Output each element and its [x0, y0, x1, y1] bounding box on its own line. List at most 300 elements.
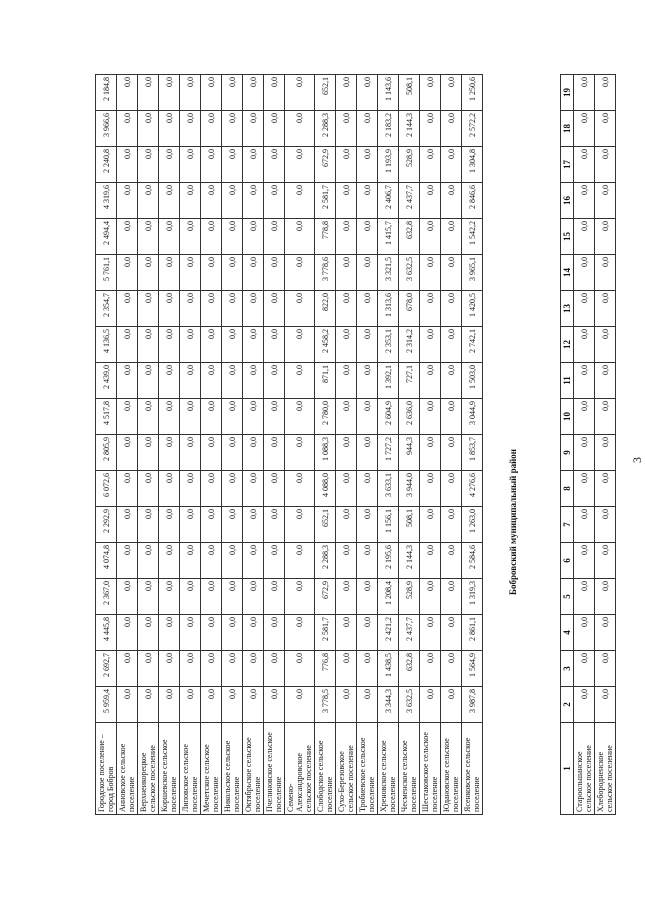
value-cell: 0,0: [336, 255, 357, 291]
header-row: [561, 75, 574, 815]
value-cell: 0,0: [180, 579, 201, 615]
value-cell: 0,0: [574, 75, 595, 111]
value-cell: 0,0: [159, 435, 180, 471]
value-cell: 0,0: [285, 543, 315, 579]
value-cell: 0,0: [222, 363, 243, 399]
value-cell: 0,0: [201, 687, 222, 723]
value-cell: 0,0: [117, 183, 138, 219]
value-cell: 0,0: [117, 219, 138, 255]
value-cell: 0,0: [357, 543, 378, 579]
value-cell: 2 437,7: [399, 183, 420, 219]
column-header: 10: [561, 399, 574, 435]
value-cell: 0,0: [222, 183, 243, 219]
value-cell: 1 263,0: [462, 507, 483, 543]
value-cell: 0,0: [264, 579, 285, 615]
value-cell: 2 861,1: [462, 615, 483, 651]
value-cell: 0,0: [420, 507, 441, 543]
value-cell: 0,0: [574, 651, 595, 687]
value-cell: 0,0: [159, 147, 180, 183]
value-cell: 0,0: [159, 255, 180, 291]
value-cell: 0,0: [222, 471, 243, 507]
value-cell: 0,0: [441, 183, 462, 219]
value-cell: 0,0: [180, 435, 201, 471]
value-cell: 0,0: [117, 111, 138, 147]
value-cell: 0,0: [574, 399, 595, 435]
value-cell: 1 392,1: [378, 363, 399, 399]
value-cell: 0,0: [138, 183, 159, 219]
value-cell: 0,0: [138, 471, 159, 507]
value-cell: 0,0: [441, 291, 462, 327]
value-cell: 1 208,4: [378, 579, 399, 615]
value-cell: 0,0: [138, 75, 159, 111]
value-cell: 0,0: [441, 651, 462, 687]
value-cell: 0,0: [336, 219, 357, 255]
value-cell: 2 367,0: [96, 579, 117, 615]
value-cell: 2 581,7: [315, 183, 336, 219]
value-cell: 2 195,6: [378, 543, 399, 579]
column-header: 18: [561, 111, 574, 147]
value-cell: 0,0: [117, 579, 138, 615]
column-header: 15: [561, 219, 574, 255]
value-cell: 4 136,5: [96, 327, 117, 363]
value-cell: 0,0: [420, 435, 441, 471]
settlement-name: Верхнеикорецкое сельское поселение: [138, 723, 159, 815]
value-cell: 0,0: [357, 687, 378, 723]
value-cell: 0,0: [574, 363, 595, 399]
settlement-name: Коршевское сельское поселение: [159, 723, 180, 815]
value-cell: 0,0: [243, 435, 264, 471]
value-cell: 0,0: [357, 471, 378, 507]
value-cell: 0,0: [180, 75, 201, 111]
value-cell: 0,0: [595, 507, 616, 543]
value-cell: 0,0: [117, 615, 138, 651]
settlement-name: Тробиевское сельское поселение: [357, 723, 378, 815]
value-cell: 0,0: [595, 363, 616, 399]
value-cell: 776,8: [315, 651, 336, 687]
value-cell: 652,1: [315, 507, 336, 543]
value-cell: 0,0: [441, 75, 462, 111]
value-cell: 0,0: [595, 399, 616, 435]
value-cell: 672,9: [315, 579, 336, 615]
value-cell: 528,9: [399, 147, 420, 183]
settlement-name: Чесменское сельское поселение: [399, 723, 420, 815]
table-row: [441, 75, 462, 815]
value-cell: 0,0: [117, 507, 138, 543]
value-cell: 0,0: [574, 183, 595, 219]
value-cell: 0,0: [180, 615, 201, 651]
value-cell: 0,0: [243, 543, 264, 579]
value-cell: 0,0: [159, 111, 180, 147]
value-cell: 0,0: [264, 543, 285, 579]
value-cell: 0,0: [574, 147, 595, 183]
value-cell: 0,0: [117, 255, 138, 291]
column-header: 6: [561, 543, 574, 579]
value-cell: 0,0: [264, 435, 285, 471]
value-cell: 0,0: [357, 291, 378, 327]
value-cell: 0,0: [201, 507, 222, 543]
value-cell: 0,0: [201, 147, 222, 183]
value-cell: 0,0: [441, 687, 462, 723]
value-cell: 0,0: [138, 147, 159, 183]
value-cell: 1 156,1: [378, 507, 399, 543]
page-number: 3: [630, 457, 644, 463]
value-cell: 0,0: [222, 219, 243, 255]
value-cell: 0,0: [264, 255, 285, 291]
value-cell: 0,0: [357, 615, 378, 651]
column-header: 4: [561, 615, 574, 651]
value-cell: 672,9: [315, 147, 336, 183]
value-cell: 0,0: [159, 579, 180, 615]
value-cell: 0,0: [574, 111, 595, 147]
value-cell: 0,0: [441, 363, 462, 399]
value-cell: 632,8: [399, 651, 420, 687]
value-cell: 0,0: [243, 327, 264, 363]
settlement-name: Староольшанское сельское поселение: [574, 723, 595, 815]
column-header: 7: [561, 507, 574, 543]
value-cell: 0,0: [595, 579, 616, 615]
value-cell: 0,0: [420, 219, 441, 255]
value-cell: 2 288,3: [315, 543, 336, 579]
value-cell: 0,0: [420, 363, 441, 399]
value-cell: 0,0: [336, 615, 357, 651]
value-cell: 0,0: [159, 75, 180, 111]
value-cell: 0,0: [441, 615, 462, 651]
value-cell: 0,0: [441, 327, 462, 363]
value-cell: 0,0: [222, 327, 243, 363]
value-cell: 0,0: [264, 651, 285, 687]
settlement-name: Шестаковское сельское поселение: [420, 723, 441, 815]
value-cell: 0,0: [264, 507, 285, 543]
value-cell: 0,0: [222, 651, 243, 687]
value-cell: 0,0: [285, 363, 315, 399]
value-cell: 0,0: [159, 471, 180, 507]
settlement-name: Ясенковское сельское поселение: [462, 723, 483, 815]
value-cell: 0,0: [441, 219, 462, 255]
value-cell: 0,0: [336, 327, 357, 363]
value-cell: 0,0: [138, 543, 159, 579]
value-cell: 0,0: [264, 75, 285, 111]
value-cell: 0,0: [441, 579, 462, 615]
value-cell: 0,0: [117, 435, 138, 471]
column-header: 19: [561, 75, 574, 111]
value-cell: 0,0: [117, 363, 138, 399]
value-cell: 0,0: [336, 435, 357, 471]
value-cell: 0,0: [117, 75, 138, 111]
value-cell: 0,0: [243, 183, 264, 219]
value-cell: 0,0: [138, 399, 159, 435]
table-row: [420, 75, 441, 815]
value-cell: 0,0: [138, 327, 159, 363]
value-cell: 2 288,3: [315, 111, 336, 147]
value-cell: 0,0: [285, 687, 315, 723]
value-cell: 0,0: [159, 399, 180, 435]
value-cell: 1 420,5: [462, 291, 483, 327]
value-cell: 0,0: [201, 183, 222, 219]
column-header: 12: [561, 327, 574, 363]
value-cell: 3 632,5: [399, 687, 420, 723]
value-cell: 0,0: [420, 327, 441, 363]
value-cell: 0,0: [441, 507, 462, 543]
settlement-name: Анновское сельское поселение: [117, 723, 138, 815]
value-cell: 0,0: [595, 111, 616, 147]
value-cell: 0,0: [180, 399, 201, 435]
value-cell: 0,0: [201, 219, 222, 255]
value-cell: 0,0: [180, 327, 201, 363]
table-row: [138, 75, 159, 815]
value-cell: 1 304,8: [462, 147, 483, 183]
column-header: 11: [561, 363, 574, 399]
value-cell: 2 604,9: [378, 399, 399, 435]
value-cell: 0,0: [595, 219, 616, 255]
value-cell: 0,0: [117, 471, 138, 507]
value-cell: 4 319,6: [96, 183, 117, 219]
value-cell: 0,0: [138, 363, 159, 399]
value-cell: 0,0: [180, 219, 201, 255]
settlement-name: Юдановское сельское поселение: [441, 723, 462, 815]
value-cell: 1 727,2: [378, 435, 399, 471]
value-cell: 2 584,6: [462, 543, 483, 579]
table-row: [574, 75, 595, 815]
value-cell: 0,0: [285, 507, 315, 543]
table-row: [264, 75, 285, 815]
value-cell: 5 761,1: [96, 255, 117, 291]
value-cell: 1 193,9: [378, 147, 399, 183]
table-bottom: [95, 74, 483, 815]
value-cell: 652,1: [315, 75, 336, 111]
value-cell: 0,0: [180, 291, 201, 327]
value-cell: 0,0: [420, 543, 441, 579]
value-cell: 0,0: [595, 687, 616, 723]
value-cell: 0,0: [138, 651, 159, 687]
column-header: 1: [561, 723, 574, 815]
value-cell: 0,0: [159, 651, 180, 687]
table-row: [595, 75, 616, 815]
value-cell: 0,0: [595, 543, 616, 579]
value-cell: 0,0: [285, 183, 315, 219]
value-cell: 0,0: [243, 687, 264, 723]
value-cell: 0,0: [357, 579, 378, 615]
value-cell: 0,0: [222, 687, 243, 723]
value-cell: 0,0: [117, 687, 138, 723]
value-cell: 0,0: [222, 543, 243, 579]
column-header: 14: [561, 255, 574, 291]
value-cell: 0,0: [357, 75, 378, 111]
table-row: [285, 75, 315, 815]
table-row: [378, 75, 399, 815]
value-cell: 0,0: [441, 435, 462, 471]
value-cell: 0,0: [574, 471, 595, 507]
value-cell: 0,0: [222, 255, 243, 291]
value-cell: 0,0: [357, 147, 378, 183]
value-cell: 0,0: [201, 579, 222, 615]
value-cell: 0,0: [138, 291, 159, 327]
column-header: 13: [561, 291, 574, 327]
value-cell: 0,0: [243, 147, 264, 183]
settlement-name: Октябрьское сельское поселение: [243, 723, 264, 815]
value-cell: 0,0: [336, 399, 357, 435]
value-cell: 0,0: [336, 543, 357, 579]
value-cell: 0,0: [201, 651, 222, 687]
value-cell: 0,0: [201, 291, 222, 327]
value-cell: 0,0: [264, 327, 285, 363]
value-cell: 0,0: [117, 291, 138, 327]
value-cell: 3 966,6: [96, 111, 117, 147]
value-cell: 0,0: [336, 291, 357, 327]
value-cell: 0,0: [264, 471, 285, 507]
value-cell: 0,0: [285, 579, 315, 615]
value-cell: 0,0: [285, 219, 315, 255]
value-cell: 2 439,0: [96, 363, 117, 399]
value-cell: 6 072,6: [96, 471, 117, 507]
value-cell: 0,0: [201, 471, 222, 507]
value-cell: 0,0: [180, 651, 201, 687]
value-cell: 0,0: [159, 219, 180, 255]
value-cell: 0,0: [574, 219, 595, 255]
value-cell: 1 564,9: [462, 651, 483, 687]
value-cell: 2 292,9: [96, 507, 117, 543]
table-top: [560, 74, 616, 815]
settlement-name: Хлебородненское сельское поселение: [595, 723, 616, 815]
settlement-name: Мечетское сельское поселение: [201, 723, 222, 815]
value-cell: 0,0: [285, 471, 315, 507]
value-cell: 0,0: [138, 687, 159, 723]
value-cell: 0,0: [201, 111, 222, 147]
value-cell: 2 421,2: [378, 615, 399, 651]
value-cell: 2 144,3: [399, 111, 420, 147]
column-header: 17: [561, 147, 574, 183]
value-cell: 0,0: [222, 111, 243, 147]
value-cell: 0,0: [243, 579, 264, 615]
value-cell: 4 445,8: [96, 615, 117, 651]
value-cell: 0,0: [180, 507, 201, 543]
value-cell: 0,0: [420, 399, 441, 435]
value-cell: 3 044,9: [462, 399, 483, 435]
value-cell: 0,0: [180, 687, 201, 723]
value-cell: 0,0: [336, 75, 357, 111]
value-cell: 0,0: [574, 543, 595, 579]
value-cell: 0,0: [420, 183, 441, 219]
table-row: [462, 75, 483, 815]
value-cell: 0,0: [336, 687, 357, 723]
value-cell: 0,0: [357, 327, 378, 363]
value-cell: 0,0: [222, 507, 243, 543]
value-cell: 0,0: [420, 579, 441, 615]
value-cell: 2 314,2: [399, 327, 420, 363]
value-cell: 1 542,2: [462, 219, 483, 255]
table-row: [117, 75, 138, 815]
value-cell: 0,0: [357, 435, 378, 471]
value-cell: 0,0: [243, 363, 264, 399]
value-cell: 0,0: [138, 111, 159, 147]
value-cell: 0,0: [595, 255, 616, 291]
value-cell: 0,0: [420, 651, 441, 687]
value-cell: 2 742,1: [462, 327, 483, 363]
value-cell: 1 438,5: [378, 651, 399, 687]
value-cell: 0,0: [201, 363, 222, 399]
value-cell: 0,0: [336, 111, 357, 147]
column-header: 16: [561, 183, 574, 219]
value-cell: 0,0: [441, 471, 462, 507]
value-cell: 2 805,9: [96, 435, 117, 471]
value-cell: 0,0: [222, 75, 243, 111]
value-cell: 0,0: [264, 291, 285, 327]
value-cell: 3 778,6: [315, 255, 336, 291]
value-cell: 0,0: [357, 255, 378, 291]
value-cell: 0,0: [441, 543, 462, 579]
value-cell: 0,0: [420, 75, 441, 111]
value-cell: 0,0: [159, 291, 180, 327]
table-row: [201, 75, 222, 815]
table-row: [399, 75, 420, 815]
settlement-name: Слободское сельское поселение: [315, 723, 336, 815]
settlement-name: Городское поселение – город Бобров: [96, 723, 117, 815]
value-cell: 0,0: [243, 471, 264, 507]
value-cell: 0,0: [138, 579, 159, 615]
value-cell: 2 354,7: [96, 291, 117, 327]
value-cell: 0,0: [574, 579, 595, 615]
value-cell: 0,0: [201, 399, 222, 435]
value-cell: 0,0: [336, 651, 357, 687]
value-cell: 0,0: [117, 651, 138, 687]
column-header: 3: [561, 651, 574, 687]
value-cell: 0,0: [285, 435, 315, 471]
value-cell: 0,0: [180, 147, 201, 183]
value-cell: 0,0: [222, 399, 243, 435]
value-cell: 0,0: [595, 615, 616, 651]
value-cell: 5 959,4: [96, 687, 117, 723]
value-cell: 0,0: [441, 255, 462, 291]
value-cell: 0,0: [138, 435, 159, 471]
value-cell: 1 319,3: [462, 579, 483, 615]
value-cell: 727,1: [399, 363, 420, 399]
value-cell: 0,0: [285, 111, 315, 147]
value-cell: 0,0: [336, 579, 357, 615]
value-cell: 0,0: [222, 615, 243, 651]
table-row: [159, 75, 180, 815]
value-cell: 0,0: [357, 651, 378, 687]
value-cell: 0,0: [201, 255, 222, 291]
value-cell: 0,0: [180, 471, 201, 507]
value-cell: 0,0: [222, 291, 243, 327]
value-cell: 0,0: [222, 147, 243, 183]
value-cell: 0,0: [285, 291, 315, 327]
value-cell: 1 088,3: [315, 435, 336, 471]
value-cell: 0,0: [180, 363, 201, 399]
value-cell: 4 088,0: [315, 471, 336, 507]
value-cell: 0,0: [285, 399, 315, 435]
value-cell: 2 406,7: [378, 183, 399, 219]
value-cell: 0,0: [285, 75, 315, 111]
value-cell: 4 517,8: [96, 399, 117, 435]
value-cell: 0,0: [420, 111, 441, 147]
column-header: 5: [561, 579, 574, 615]
value-cell: 0,0: [201, 435, 222, 471]
value-cell: 2 846,6: [462, 183, 483, 219]
value-cell: 2 636,0: [399, 399, 420, 435]
value-cell: 0,0: [336, 183, 357, 219]
value-cell: 0,0: [243, 111, 264, 147]
value-cell: 0,0: [264, 615, 285, 651]
value-cell: 1 853,7: [462, 435, 483, 471]
settlement-name: Семено-Александровское сельское поселение: [285, 723, 315, 815]
value-cell: 0,0: [138, 219, 159, 255]
value-cell: 1 503,0: [462, 363, 483, 399]
value-cell: 0,0: [264, 147, 285, 183]
value-cell: 0,0: [243, 507, 264, 543]
value-cell: 0,0: [336, 147, 357, 183]
value-cell: 0,0: [201, 615, 222, 651]
value-cell: 0,0: [595, 291, 616, 327]
